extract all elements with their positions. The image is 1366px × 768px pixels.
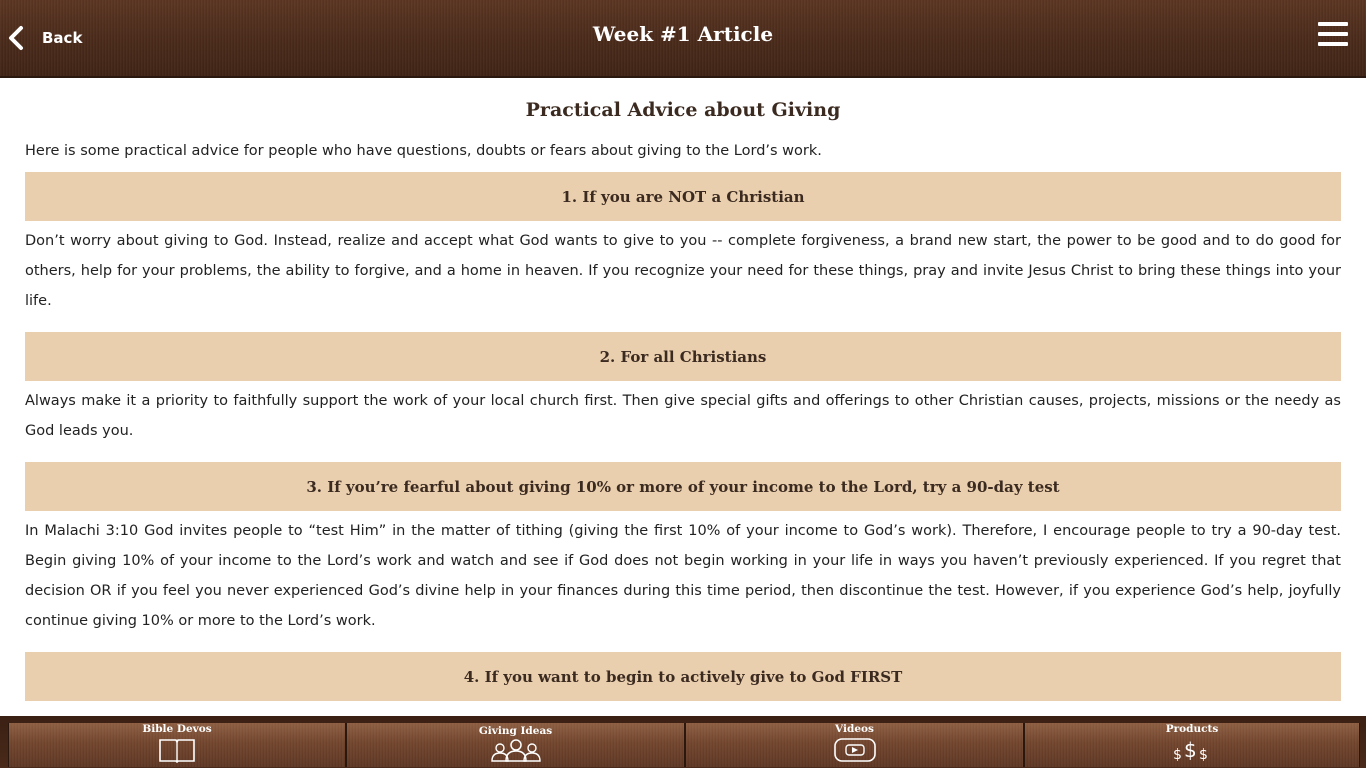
- dollar-signs-icon: [1172, 737, 1212, 763]
- article-title: Practical Advice about Giving: [525, 99, 841, 121]
- app-header: [0, 0, 1366, 78]
- article-content[interactable]: [25, 76, 1341, 716]
- people-icon: [489, 739, 543, 763]
- svg-text:$: $: [1199, 747, 1208, 763]
- section-heading: 1. If you are NOT a Christian: [25, 172, 1341, 221]
- hamburger-menu-icon[interactable]: [1318, 22, 1348, 50]
- section-body: Always make it a priority to faithfully support the work of your local church first. Then give special gifts and offerings to other Christian causes, projects, missions or the needy as God leads you.: [25, 393, 1341, 439]
- back-label: Back: [42, 29, 83, 47]
- article-intro: Here is some practical advice for people who have questions, doubts or fears about giving to the Lord’s work.: [25, 143, 822, 159]
- svg-text:$: $: [1184, 738, 1197, 762]
- tab-products[interactable]: [1024, 723, 1360, 767]
- section-heading: 2. For all Christians: [25, 332, 1341, 381]
- tab-label: Giving Ideas: [478, 725, 553, 737]
- section-heading: 3. If you’re fearful about giving 10% or more of your income to the Lord, try a 90-day test: [25, 462, 1341, 511]
- tab-bible-devos[interactable]: [8, 723, 346, 767]
- tab-label: Videos: [835, 723, 874, 735]
- book-icon: [158, 737, 196, 763]
- play-video-icon: [833, 737, 877, 763]
- tab-videos[interactable]: [685, 723, 1024, 767]
- tab-giving-ideas[interactable]: [346, 723, 685, 767]
- section-body: Don’t worry about giving to God. Instead, realize and accept what God wants to give to you -- complete forgiveness, a brand new start, the power to be good and to do good for others, help for your problems, the ability to forgive, and a home in heaven. If you recognize your need for these things, pray and invite Jesus Christ to bring these things into your life.: [25, 233, 1341, 309]
- svg-text:$: $: [1173, 747, 1182, 763]
- bottom-tab-bar: [0, 716, 1366, 768]
- page-title: Week #1 Article: [592, 22, 774, 46]
- section-heading: 4. If you want to begin to actively give to God FIRST: [25, 652, 1341, 701]
- tab-label: Products: [1165, 723, 1219, 735]
- section-body: In Malachi 3:10 God invites people to “test Him” in the matter of tithing (giving the first 10% of your income to God’s work). Therefore, I encourage people to try a 90-day test. Begin giving 10% of your income to the Lord’s work and watch and see if God does not begin working in your life in ways you haven’t previously experienced. If you regret that decision OR if you feel you never experienced God’s divine help in your finances during this time period, then discontinue the test. However, if you experience God’s help, joyfully continue giving 10% or more to the Lord’s work.: [25, 523, 1341, 629]
- tab-label: Bible Devos: [142, 723, 212, 735]
